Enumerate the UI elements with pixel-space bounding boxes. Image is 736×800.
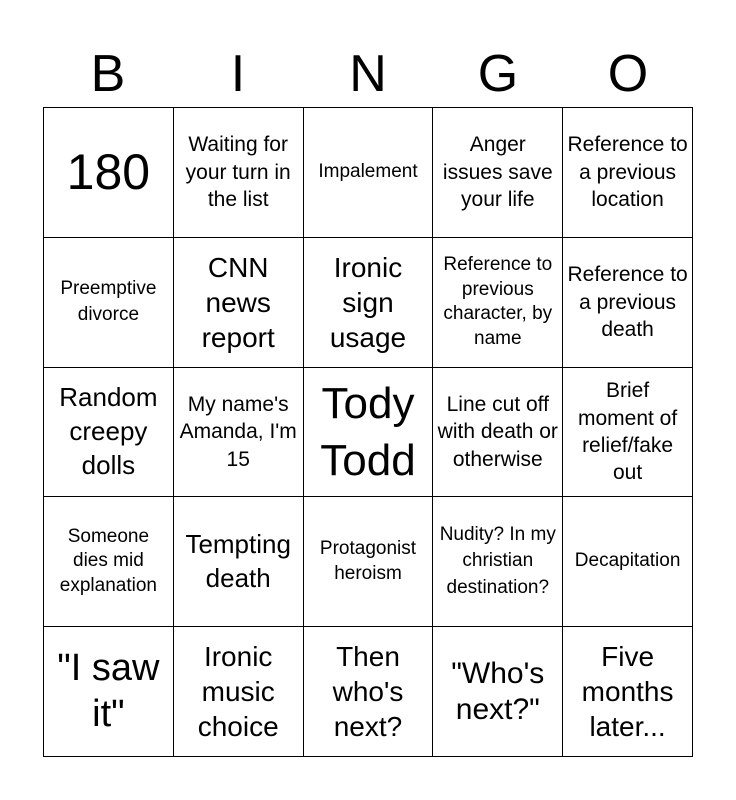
bingo-cell[interactable]: CNN news report (174, 238, 304, 368)
bingo-cell[interactable]: Reference to a previous death (563, 238, 693, 368)
bingo-cell[interactable]: Ironic music choice (174, 627, 304, 757)
bingo-cell[interactable]: Impalement (304, 108, 434, 238)
header-letter-b: B (90, 45, 126, 103)
bingo-cell[interactable]: Brief moment of relief/fake out (563, 368, 693, 498)
bingo-cell[interactable]: Preemptive divorce (44, 238, 174, 368)
bingo-cell[interactable]: "Who's next?" (433, 627, 563, 757)
bingo-cell[interactable]: Tody Todd (304, 368, 434, 498)
header-letter-i: I (230, 45, 246, 103)
bingo-cell[interactable]: Ironic sign usage (304, 238, 434, 368)
bingo-cell[interactable]: Nudity? In my christian destination? (433, 497, 563, 627)
bingo-cell[interactable]: My name's Amanda, I'm 15 (174, 368, 304, 498)
header-letter-n: N (349, 45, 387, 103)
header-letter-g: G (477, 45, 519, 103)
bingo-cell[interactable]: 180 (44, 108, 174, 238)
bingo-cell[interactable]: Someone dies mid explanation (44, 497, 174, 627)
bingo-cell[interactable]: Five months later... (563, 627, 693, 757)
bingo-cell[interactable]: "I saw it" (44, 627, 174, 757)
bingo-cell[interactable]: Tempting death (174, 497, 304, 627)
bingo-cell[interactable]: Decapitation (563, 497, 693, 627)
bingo-cell[interactable]: Random creepy dolls (44, 368, 174, 498)
bingo-cell[interactable]: Anger issues save your life (433, 108, 563, 238)
bingo-cell[interactable]: Line cut off with death or otherwise (433, 368, 563, 498)
bingo-cell[interactable]: Then who's next? (304, 627, 434, 757)
bingo-cell[interactable]: Protagonist heroism (304, 497, 434, 627)
bingo-header (43, 40, 693, 108)
bingo-grid (43, 107, 693, 757)
bingo-cell[interactable]: Reference to a previous location (563, 108, 693, 238)
bingo-cell[interactable]: Reference to previous character, by name (433, 238, 563, 368)
header-letter-o: O (607, 45, 649, 103)
bingo-cell[interactable]: Waiting for your turn in the list (174, 108, 304, 238)
